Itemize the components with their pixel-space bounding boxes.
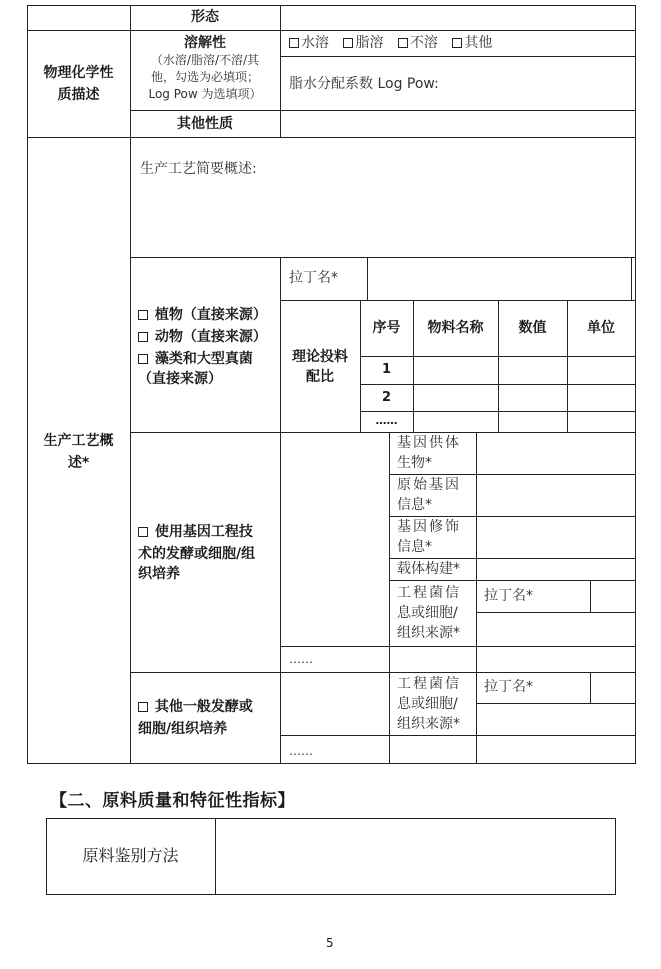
- checkbox-icon[interactable]: [398, 38, 408, 48]
- row-index-more: ……: [375, 414, 398, 427]
- checkbox-icon[interactable]: [452, 38, 462, 48]
- page-number: 5: [326, 936, 334, 950]
- row-index-2: 2: [381, 390, 392, 405]
- logpow-label: 脂水分配系数 Log Pow:: [289, 76, 439, 92]
- strain-info-line1: 工程菌信: [397, 585, 461, 601]
- checkbox-icon[interactable]: [138, 310, 148, 320]
- option-plant[interactable]: 植物（直接来源）: [138, 304, 267, 326]
- other-strain-line2: 息或细胞/: [397, 696, 458, 712]
- other-ellipsis: ……: [289, 744, 313, 758]
- option-genetic-line3: 织培养: [138, 566, 180, 582]
- strain-info-line2: 息或细胞/: [397, 605, 458, 621]
- genetic-latin-label: 拉丁名*: [484, 588, 533, 604]
- gene-origin-line2: 信息*: [397, 497, 432, 513]
- option-animal[interactable]: 动物（直接来源）: [138, 326, 267, 348]
- row-index-1: 1: [381, 362, 392, 377]
- header-index: 序号: [372, 320, 401, 336]
- section2-heading: 【二、原料质量和特征性指标】: [50, 791, 295, 811]
- identification-method-field[interactable]: [216, 819, 615, 894]
- identification-method-label: 原料鉴别方法: [82, 846, 179, 865]
- solubility-option-fat[interactable]: 脂溶: [343, 35, 383, 51]
- option-genetic[interactable]: 使用基因工程技: [138, 521, 253, 543]
- header-material-name: 物料名称: [427, 320, 484, 336]
- ratio-label-line1: 理论投料: [292, 349, 348, 365]
- natural-latin-label: 拉丁名*: [289, 270, 338, 286]
- physchem-group-label-line2: 质描述: [57, 87, 100, 103]
- solubility-label: 溶解性: [184, 35, 226, 51]
- solubility-note-line1: （水溶/脂溶/不溶/其: [150, 53, 260, 67]
- strain-info-line3: 组织来源*: [397, 625, 460, 641]
- gene-modify-line2: 信息*: [397, 539, 432, 555]
- vector-construction-label: 载体构建*: [397, 561, 460, 577]
- process-group-label-line1: 生产工艺概: [43, 433, 114, 449]
- option-other-ferment[interactable]: 其他一般发酵或: [138, 696, 253, 718]
- header-unit: 单位: [587, 320, 615, 336]
- checkbox-icon[interactable]: [138, 332, 148, 342]
- other-latin-label: 拉丁名*: [484, 679, 533, 695]
- gene-modify-line1: 基因修饰: [397, 519, 461, 535]
- solubility-options: [289, 32, 502, 54]
- other-properties-label: 其他性质: [177, 116, 233, 132]
- solubility-option-insoluble[interactable]: 不溶: [398, 35, 438, 51]
- option-algae-suffix: （直接来源）: [138, 371, 222, 387]
- gene-donor-line1: 基因供体: [397, 435, 461, 451]
- ratio-label-line2: 配比: [306, 369, 334, 385]
- gene-donor-line2: 生物*: [397, 455, 432, 471]
- option-genetic-line2: 术的发酵或细胞/组: [138, 546, 256, 562]
- checkbox-icon[interactable]: [138, 354, 148, 364]
- checkbox-icon[interactable]: [138, 527, 148, 537]
- form-label: 形态: [191, 9, 219, 25]
- process-summary-label: 生产工艺简要概述:: [140, 161, 257, 177]
- solubility-option-other[interactable]: 其他: [452, 35, 492, 51]
- other-strain-line3: 组织来源*: [397, 716, 460, 732]
- solubility-note-line2: 他，勾选为必填项；: [150, 70, 259, 84]
- option-algae[interactable]: 藻类和大型真菌: [138, 348, 253, 370]
- checkbox-icon[interactable]: [138, 702, 148, 712]
- option-other-ferment-line2: 细胞/组织培养: [138, 721, 228, 737]
- other-strain-line1: 工程菌信: [397, 676, 461, 692]
- checkbox-icon[interactable]: [289, 38, 299, 48]
- header-value: 数值: [518, 320, 547, 336]
- physchem-group-label-line1: 物理化学性: [43, 65, 114, 81]
- process-group-label-line2: 述*: [67, 455, 90, 471]
- solubility-note-line3: Log Pow 为选填项）: [148, 87, 262, 101]
- checkbox-icon[interactable]: [343, 38, 353, 48]
- genetic-ellipsis: ……: [289, 652, 313, 666]
- gene-origin-line1: 原始基因: [397, 477, 461, 493]
- solubility-option-water[interactable]: 水溶: [289, 35, 329, 51]
